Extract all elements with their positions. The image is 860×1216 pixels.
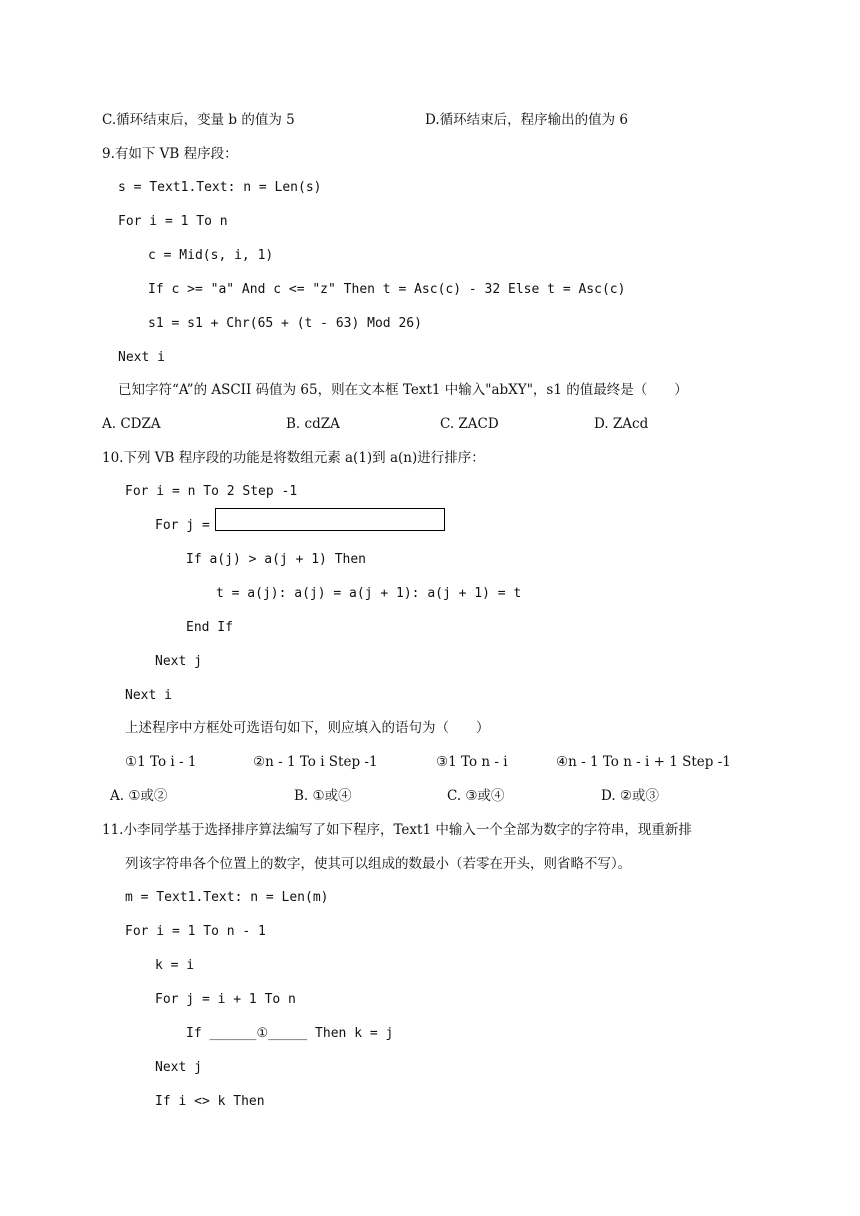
question-9-prompt: 已知字符“A”的 ASCII 码值为 65，则在文本框 Text1 中输入"abXY"，s1 的值最终是（ ） xyxy=(118,382,688,398)
option-d-q9: D. ZAcd xyxy=(594,416,649,432)
statement-3: ③1 To n - i xyxy=(436,754,508,770)
option-d-q8: D.循环结束后，程序输出的值为 6 xyxy=(425,112,629,128)
code-line: s = Text1.Text: n = Len(s) xyxy=(118,180,322,195)
option-c-q10: C. ③或④ xyxy=(447,788,505,804)
statement-4: ④n - 1 To n - i + 1 Step -1 xyxy=(556,754,731,770)
option-a-q9: A. CDZA xyxy=(102,416,161,432)
question-10-prompt: 上述程序中方框处可选语句如下，则应填入的语句为（ ） xyxy=(125,720,490,736)
code-line: If c >= "a" And c <= "z" Then t = Asc(c) - 32 Else t = Asc(c) xyxy=(148,282,626,297)
code-line: m = Text1.Text: n = Len(m) xyxy=(125,890,329,905)
code-line: For i = 1 To n xyxy=(118,214,228,229)
option-c-q9: C. ZACD xyxy=(440,416,499,432)
option-b-q10: B. ①或④ xyxy=(294,788,352,804)
question-9-stem: 9.有如下 VB 程序段： xyxy=(102,146,238,162)
code-line: For i = 1 To n - 1 xyxy=(125,924,266,939)
code-line: c = Mid(s, i, 1) xyxy=(148,248,274,263)
code-line: If i <> k Then xyxy=(155,1094,265,1109)
statement-1: ①1 To i - 1 xyxy=(125,754,197,770)
statement-2: ②n - 1 To i Step -1 xyxy=(253,754,378,770)
code-line: k = i xyxy=(155,958,195,973)
code-line: For j = i + 1 To n xyxy=(155,992,296,1007)
code-line: If a(j) > a(j + 1) Then xyxy=(186,552,367,567)
question-11-stem: 11.小李同学基于选择排序算法编写了如下程序，Text1 中输入一个全部为数字的字符串，现重新排 xyxy=(102,822,692,838)
answer-blank-box[interactable] xyxy=(215,508,445,531)
code-line: Next i xyxy=(125,688,172,703)
code-line: End If xyxy=(186,620,233,635)
code-line: Next i xyxy=(118,350,165,365)
question-10-stem: 10.下列 VB 程序段的功能是将数组元素 a(1)到 a(n)进行排序： xyxy=(102,450,485,466)
code-line: For j = xyxy=(155,518,210,533)
code-line: Next j xyxy=(155,1060,202,1075)
code-line: For i = n To 2 Step -1 xyxy=(125,484,298,499)
question-11-stem-cont: 列该字符串各个位置上的数字，使其可以组成的数最小（若零在开头，则省略不写）。 xyxy=(125,856,632,872)
code-line-blank: If ______①_____ Then k = j xyxy=(186,1026,394,1041)
code-line: s1 = s1 + Chr(65 + (t - 63) Mod 26) xyxy=(148,316,422,331)
option-c-q8: C.循环结束后，变量 b 的值为 5 xyxy=(102,112,295,128)
code-line: t = a(j): a(j) = a(j + 1): a(j + 1) = t xyxy=(216,586,522,601)
option-b-q9: B. cdZA xyxy=(286,416,340,432)
code-line: Next j xyxy=(155,654,202,669)
option-d-q10: D. ②或③ xyxy=(601,788,660,804)
option-a-q10: A. ①或② xyxy=(110,788,168,804)
